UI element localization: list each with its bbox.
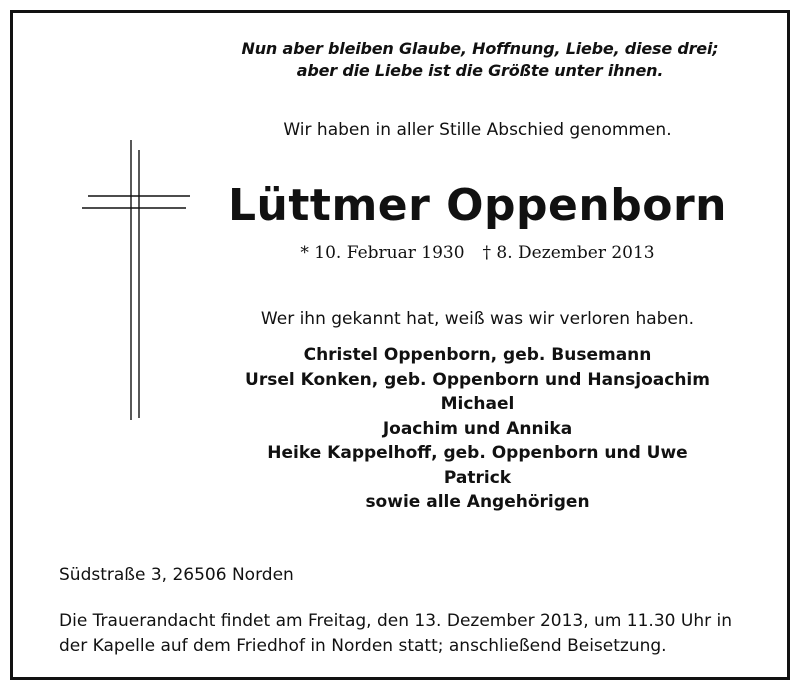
birth-date: * 10. Februar 1930 <box>300 243 465 263</box>
mourners-list <box>0 343 800 515</box>
mourner-line: Joachim und Annika <box>382 418 573 439</box>
life-dates <box>0 241 800 265</box>
family-address: Südstraße 3, 26506 Norden <box>59 565 294 585</box>
mourner-line: Patrick <box>443 467 512 488</box>
bible-verse <box>0 38 800 82</box>
memorial-quote: Wer ihn gekannt hat, weiß was wir verloren haben. <box>260 309 695 329</box>
service-info-line-1: Die Trauerandacht findet am Freitag, den 13. Dezember 2013, um 11.30 Uhr in <box>59 611 732 631</box>
mourner-line: Heike Kappelhoff, geb. Oppenborn und Uwe <box>267 443 688 463</box>
mourner-line: sowie alle Angehörigen <box>365 492 590 512</box>
bible-verse-line-2: aber die Liebe ist die Größte unter ihnen. <box>296 61 664 80</box>
death-date: 8. Dezember 2013 <box>496 243 655 263</box>
intro-text: Wir haben in aller Stille Abschied genommen. <box>283 120 672 140</box>
mourner-line: Ursel Konken, geb. Oppenborn und Hansjoachim <box>245 369 710 390</box>
service-info <box>59 609 759 659</box>
death-symbol: † <box>482 243 492 263</box>
mourner-line: Michael <box>440 394 515 414</box>
deceased-name: Lüttmer Oppenborn <box>228 180 727 231</box>
bible-verse-line-1: Nun aber bleiben Glaube, Hoffnung, Liebe, diese drei; <box>241 39 719 58</box>
mourner-line: Christel Oppenborn, geb. Busemann <box>303 345 652 365</box>
service-info-line-2: der Kapelle auf dem Friedhof in Norden statt; anschließend Beisetzung. <box>59 636 667 656</box>
